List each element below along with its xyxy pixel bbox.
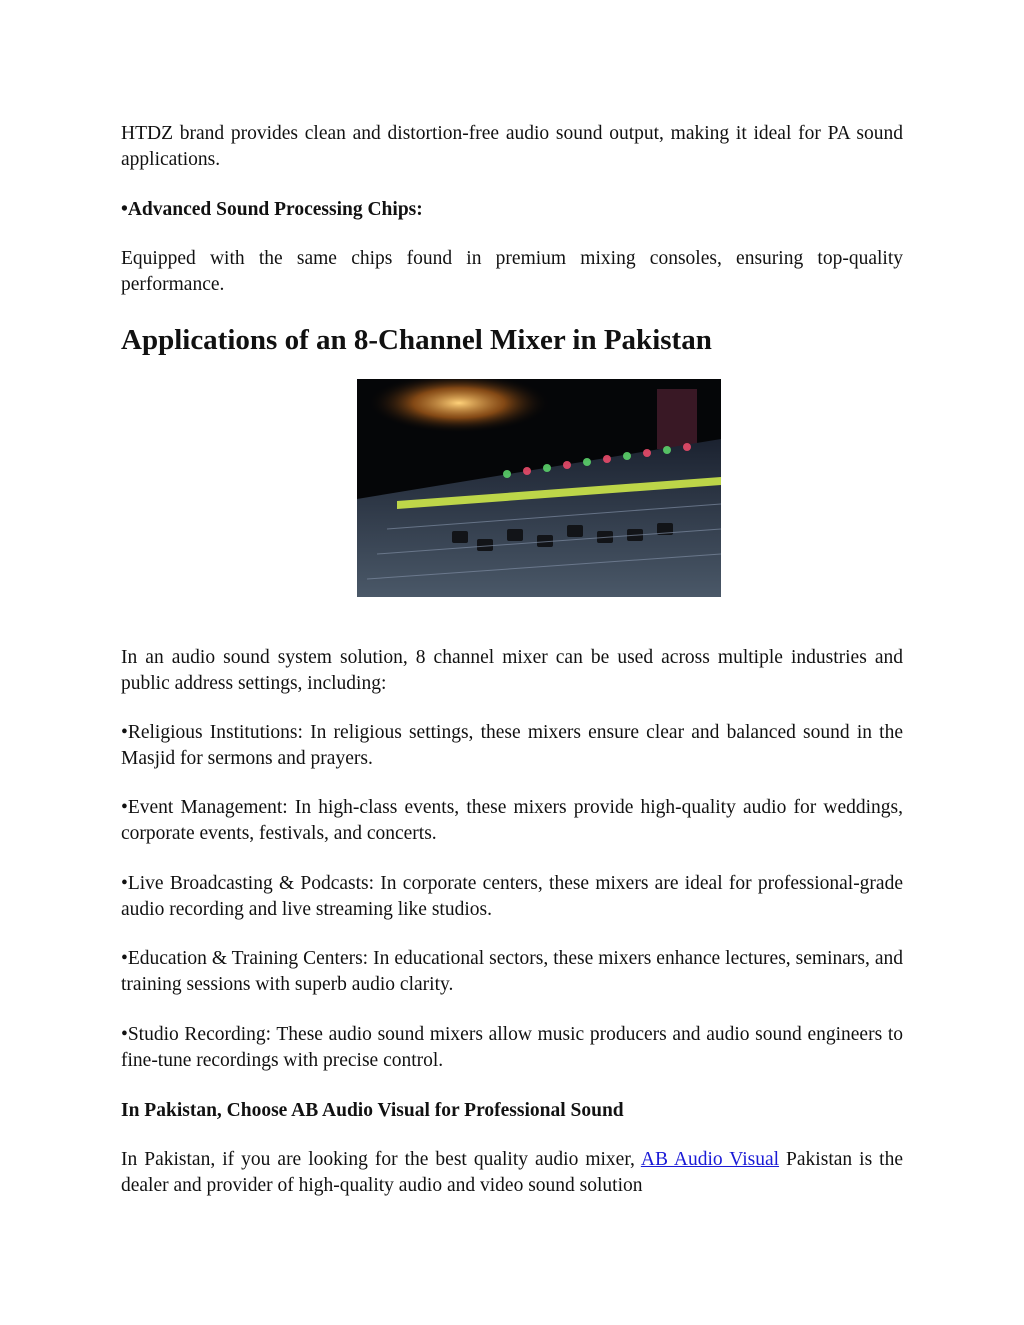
application-item: •Studio Recording: These audio sound mixers allow music producers and audio sound engineers to fine-tune recordings with precise control. bbox=[121, 1024, 903, 1071]
application-item: •Education & Training Centers: In educational sectors, these mixers enhance lectures, seminars, and training sessions with superb audio clarity. bbox=[121, 948, 903, 995]
closing-heading: In Pakistan, Choose AB Audio Visual for Professional Sound bbox=[121, 1100, 624, 1121]
closing-text-before: In Pakistan, if you are looking for the best quality audio mixer, bbox=[121, 1149, 641, 1170]
application-item: •Live Broadcasting & Podcasts: In corporate centers, these mixers are ideal for professional-grade audio recording and live streaming like studios. bbox=[121, 873, 903, 920]
closing-text-after: Pakistan is the dealer and provider of high-quality audio and video sound solution bbox=[121, 1149, 903, 1196]
mixer-console-image bbox=[357, 379, 721, 597]
closing-paragraph bbox=[121, 1147, 903, 1199]
feature-paragraph: Equipped with the same chips found in premium mixing consoles, ensuring top-quality performance. bbox=[121, 248, 903, 295]
section-title: Applications of an 8-Channel Mixer in Pakistan bbox=[121, 324, 712, 356]
application-item: •Event Management: In high-class events, these mixers provide high-quality audio for weddings, corporate events, festivals, and concerts. bbox=[121, 797, 903, 844]
feature-heading: •Advanced Sound Processing Chips: bbox=[121, 199, 423, 220]
applications-intro: In an audio sound system solution, 8 channel mixer can be used across multiple industries and public address settings, including: bbox=[121, 647, 903, 694]
ab-audio-visual-link[interactable]: AB Audio Visual bbox=[640, 1149, 780, 1170]
application-item: •Religious Institutions: In religious settings, these mixers ensure clear and balanced sound in the Masjid for sermons and prayers. bbox=[121, 722, 903, 769]
intro-paragraph: HTDZ brand provides clean and distortion-free audio sound output, making it ideal for PA sound applications. bbox=[121, 123, 903, 170]
